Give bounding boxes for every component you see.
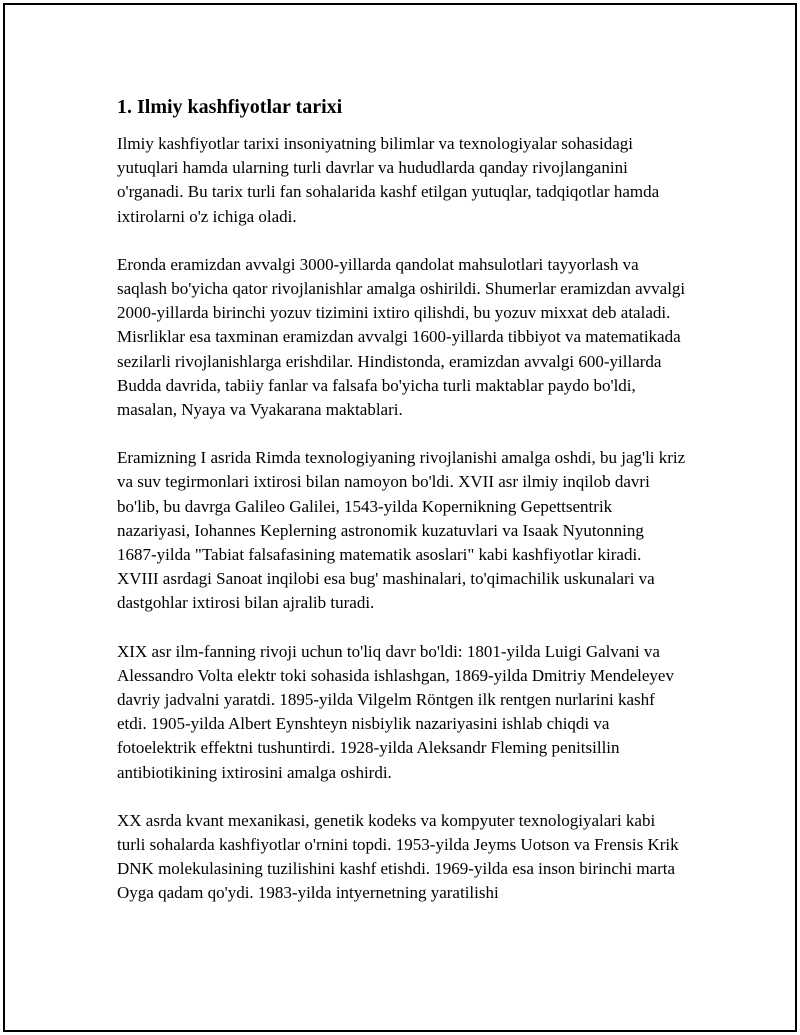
paragraph-intro: Ilmiy kashfiyotlar tarixi insoniyatning bilimlar va texnologiyalar sohasidagi yutuqlari hamda ularning turli davrlar va hududlarda qanday rivojlanganini o'rganadi. Bu tarix turli fan sohalarida kashf etilgan yutuqlar, tadqiqotlar hamda ixtirolarni o'z ichiga oladi.: [117, 134, 660, 226]
paragraph-20th-century: XX asrda kvant mexanikasi, genetik kodeks va kompyuter texnologiyalari kabi turli sohalarda kashfiyotlar o'rnini topdi. 1953-yilda Jeyms Uotson va Frensis Krik DNK molekulasining tuzilishini kashf etishdi. 1969-yilda esa inson birinchi marta Oyga qadam qo'ydi. 1983-yilda intyernetning yaratilishi: [117, 810, 679, 903]
paragraph-ancient: Eronda eramizdan avvalgi 3000-yillarda qandolat mahsulotlari tayyorlash va saqlash bo'yicha qator rivojlanishlar amalga oshirildi. Shumerlar eramizdan avvalgi 2000-yillarda birinchi yozuv tizimini ixtiro qilishdi, bu yozuv mixxat deb ataladi. Misrliklar esa taxminan eramizdan avvalgi 1600-yillarda tibbiyot va matematikada sezilarli rivojlanishlarga erishdilar. Hindistonda, eramizdan avvalgi 600-yillarda Budda davrida, tabiiy fanlar va falsafa bo'yicha turli maktablar paydo bo'ldi, masalan, Nyaya va Vyakarana maktablari.: [117, 254, 686, 420]
section-heading: 1. Ilmiy kashfiyotlar tarixi: [117, 96, 343, 118]
document-body: [117, 94, 697, 930]
paragraph-19th-century: XIX asr ilm-fanning rivoji uchun to'liq davr bo'ldi: 1801-yilda Luigi Galvani va Alessandro Volta elektr toki sohasida ishlashgan, 1869-yilda Dmitriy Mendeleyev davriy jadvalni yaratdi. 1895-yilda Vilgelm Röntgen ilk rentgen nurlarini kashf etdi. 1905-yilda Albert Eynshteyn nisbiylik nazariyasini ishlab chiqdi va fotoelektrik effektni tushuntirdi. 1928-yilda Aleksandr Fleming penitsillin antibiotikining ixtirosini amalga oshirdi.: [117, 641, 674, 782]
paragraph-rome-renaissance: Eramizning I asrida Rimda texnologiyaning rivojlanishi amalga oshdi, bu jag'li kriz va suv tegirmonlari ixtirosi bilan namoyon bo'ldi. XVII asr ilmiy inqilob davri bo'lib, bu davrga Galileo Galilei, 1543-yilda Kopernikning Gepettsentrik nazariyasi, Iohannes Keplerning astronomik kuzatuvlari va Isaak Nyutonning 1687-yilda "Tabiat falsafasining matematik asoslari" kabi kashfiyotlar kiradi. XVIII asrdagi Sanoat inqilobi esa bug' mashinalari, to'qimachilik uskunalari va dastgohlar ixtirosi bilan ajralib turadi.: [117, 448, 686, 613]
